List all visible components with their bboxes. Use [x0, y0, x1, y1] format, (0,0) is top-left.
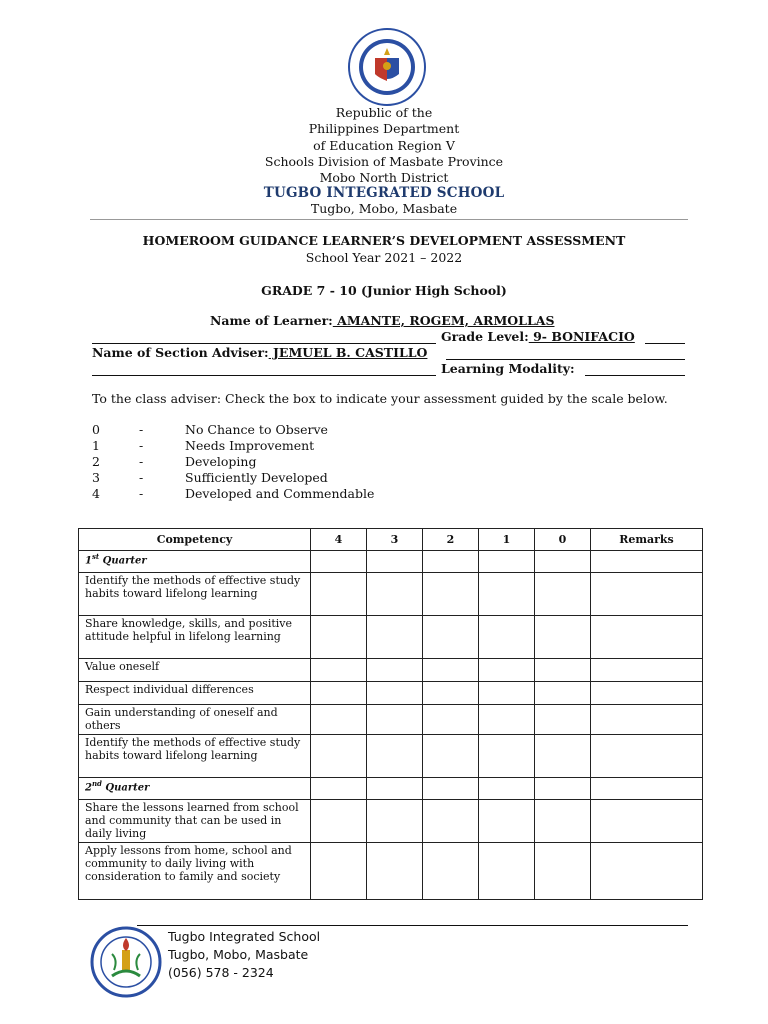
table-row [79, 682, 703, 705]
rating-checkbox-cell[interactable] [479, 573, 535, 616]
instructions-text: To the class adviser: Check the box to indicate your assessment guided by the scale below. [92, 391, 668, 406]
scale-dash: - [139, 454, 144, 469]
header-philippines-department: Philippines Department [308, 121, 460, 136]
col-header-remarks: Remarks [591, 529, 703, 551]
rating-checkbox-cell[interactable] [479, 616, 535, 659]
adviser-underline [446, 359, 685, 360]
competency-cell: Share the lessons learned from school and community that can be used in daily living [79, 800, 311, 843]
scale-num: 3 [92, 470, 100, 485]
rating-checkbox-cell[interactable] [535, 735, 591, 778]
scale-row [92, 454, 492, 470]
competency-cell: Gain understanding of oneself and others [79, 705, 311, 735]
rating-checkbox-cell[interactable] [535, 800, 591, 843]
rating-checkbox-cell[interactable] [423, 682, 479, 705]
rating-checkbox-cell[interactable] [311, 843, 367, 900]
scale-desc: Sufficiently Developed [185, 470, 328, 485]
grade-level-label: Grade Level: [441, 329, 529, 344]
header-republic: Republic of the [335, 105, 433, 120]
grade-level-underline [645, 343, 685, 344]
school-seal-logo [90, 926, 162, 998]
remarks-cell[interactable] [591, 682, 703, 705]
col-header-3: 3 [367, 529, 423, 551]
remarks-cell[interactable] [591, 778, 703, 800]
scale-desc: No Chance to Observe [185, 422, 328, 437]
rating-checkbox-cell[interactable] [423, 800, 479, 843]
rating-checkbox-cell[interactable] [311, 778, 367, 800]
section-adviser-label: Name of Section Adviser: [92, 345, 269, 360]
scale-desc: Developing [185, 454, 257, 469]
quarter-header-row [79, 778, 703, 800]
competency-table [78, 528, 703, 900]
rating-checkbox-cell[interactable] [423, 705, 479, 735]
scale-desc: Needs Improvement [185, 438, 315, 453]
school-year: School Year 2021 – 2022 [305, 250, 463, 265]
rating-checkbox-cell[interactable] [479, 659, 535, 682]
remarks-cell[interactable] [591, 659, 703, 682]
table-row [79, 573, 703, 616]
rating-checkbox-cell[interactable] [479, 778, 535, 800]
header-schools-division: Schools Division of Masbate Province [264, 154, 504, 169]
table-row [79, 705, 703, 735]
rating-checkbox-cell[interactable] [367, 659, 423, 682]
scale-dash: - [139, 422, 144, 437]
rating-checkbox-cell[interactable] [479, 551, 535, 573]
rating-checkbox-cell[interactable] [367, 778, 423, 800]
rating-checkbox-cell[interactable] [367, 682, 423, 705]
quarter-ordinal-suffix: st [91, 552, 100, 561]
rating-checkbox-cell[interactable] [535, 659, 591, 682]
rating-checkbox-cell[interactable] [479, 843, 535, 900]
competency-cell: Apply lessons from home, school and community to daily living with consideration to family and society [79, 843, 311, 900]
competency-cell: Identify the methods of effective study habits toward lifelong learning [79, 573, 311, 616]
rating-checkbox-cell[interactable] [423, 616, 479, 659]
col-header-0: 0 [535, 529, 591, 551]
header-education-region: of Education Region V [313, 138, 455, 153]
rating-checkbox-cell[interactable] [311, 705, 367, 735]
footer-address: Tugbo, Mobo, Masbate [168, 947, 309, 962]
scale-row [92, 422, 492, 438]
scale-dash: - [139, 470, 144, 485]
scale-row [92, 486, 492, 502]
rating-checkbox-cell[interactable] [535, 551, 591, 573]
rating-checkbox-cell[interactable] [367, 616, 423, 659]
competency-cell: Identify the methods of effective study habits toward lifelong learning [79, 735, 311, 778]
quarter-label [79, 778, 311, 800]
rating-checkbox-cell[interactable] [479, 682, 535, 705]
scale-num: 2 [92, 454, 100, 469]
remarks-cell[interactable] [591, 573, 703, 616]
rating-checkbox-cell[interactable] [311, 800, 367, 843]
rating-checkbox-cell[interactable] [535, 705, 591, 735]
rating-checkbox-cell[interactable] [423, 735, 479, 778]
rating-checkbox-cell[interactable] [367, 800, 423, 843]
rating-checkbox-cell[interactable] [367, 551, 423, 573]
rating-checkbox-cell[interactable] [423, 659, 479, 682]
quarter-number: 1 [85, 555, 92, 567]
table-row [79, 843, 703, 900]
grade-level-value: 9- BONIFACIO [528, 329, 635, 344]
table-row [79, 735, 703, 778]
rating-checkbox-cell[interactable] [311, 551, 367, 573]
quarter-header-row [79, 551, 703, 573]
section-adviser-value: JEMUEL B. CASTILLO [268, 345, 428, 360]
quarter-word: Quarter [101, 782, 150, 794]
rating-checkbox-cell[interactable] [367, 705, 423, 735]
footer-school-name: Tugbo Integrated School [168, 929, 321, 944]
table-row [79, 800, 703, 843]
footer-phone: (056) 578 - 2324 [168, 965, 274, 980]
header-school-name: TUGBO INTEGRATED SCHOOL [263, 185, 505, 201]
learner-name-label: Name of Learner: [210, 313, 333, 328]
learning-modality-blank [585, 375, 685, 376]
col-header-1: 1 [479, 529, 535, 551]
col-header-2: 2 [423, 529, 479, 551]
learning-modality-field [441, 361, 575, 376]
remarks-cell[interactable] [591, 735, 703, 778]
deped-seal-logo [348, 28, 426, 106]
scale-row [92, 470, 492, 486]
header-school-address: Tugbo, Mobo, Masbate [310, 201, 458, 216]
rating-checkbox-cell[interactable] [367, 735, 423, 778]
rating-checkbox-cell[interactable] [311, 735, 367, 778]
quarter-number: 2 [85, 782, 92, 794]
table-row [79, 616, 703, 659]
rating-checkbox-cell[interactable] [423, 573, 479, 616]
rating-checkbox-cell[interactable] [311, 616, 367, 659]
rating-checkbox-cell[interactable] [367, 843, 423, 900]
competency-cell: Share knowledge, skills, and positive attitude helpful in lifelong learning [79, 616, 311, 659]
section-adviser-field [92, 345, 427, 360]
footer-divider [137, 925, 688, 926]
rating-checkbox-cell[interactable] [479, 705, 535, 735]
quarter-word: Quarter [99, 555, 147, 567]
scale-num: 1 [92, 438, 100, 453]
competency-cell: Value oneself [79, 659, 311, 682]
rating-checkbox-cell[interactable] [479, 735, 535, 778]
competency-cell: Respect individual differences [79, 682, 311, 705]
document-title: HOMEROOM GUIDANCE LEARNER’S DEVELOPMENT ASSESSMENT [142, 233, 626, 248]
blank-underline [92, 375, 436, 376]
quarter-label [79, 551, 311, 573]
grade-range: GRADE 7 - 10 (Junior High School) [261, 283, 507, 298]
rating-checkbox-cell[interactable] [423, 843, 479, 900]
rating-checkbox-cell[interactable] [311, 682, 367, 705]
remarks-cell[interactable] [591, 800, 703, 843]
scale-dash: - [139, 486, 144, 501]
rating-checkbox-cell[interactable] [535, 616, 591, 659]
learner-name-value: AMANTE, ROGEM, ARMOLLAS [332, 313, 555, 328]
remarks-cell[interactable] [591, 843, 703, 900]
rating-checkbox-cell[interactable] [423, 778, 479, 800]
col-header-competency: Competency [79, 529, 311, 551]
learner-name-field [210, 313, 554, 328]
blank-underline [92, 343, 436, 344]
grade-level-field [441, 329, 635, 344]
rating-checkbox-cell[interactable] [311, 659, 367, 682]
rating-checkbox-cell[interactable] [535, 843, 591, 900]
table-row [79, 659, 703, 682]
rating-checkbox-cell[interactable] [535, 682, 591, 705]
table-header-row [79, 529, 703, 551]
rating-checkbox-cell[interactable] [535, 778, 591, 800]
scale-num: 4 [92, 486, 100, 501]
scale-num: 0 [92, 422, 100, 437]
rating-checkbox-cell[interactable] [423, 551, 479, 573]
col-header-4: 4 [311, 529, 367, 551]
rating-checkbox-cell[interactable] [535, 573, 591, 616]
rating-checkbox-cell[interactable] [311, 573, 367, 616]
remarks-cell[interactable] [591, 616, 703, 659]
scale-row [92, 438, 492, 454]
scale-dash: - [139, 438, 144, 453]
remarks-cell[interactable] [591, 551, 703, 573]
rating-checkbox-cell[interactable] [367, 573, 423, 616]
remarks-cell[interactable] [591, 705, 703, 735]
scale-desc: Developed and Commendable [185, 486, 375, 501]
learning-modality-label: Learning Modality: [441, 361, 575, 376]
rating-checkbox-cell[interactable] [479, 800, 535, 843]
header-district: Mobo North District [319, 170, 449, 185]
quarter-ordinal-suffix: nd [91, 779, 102, 788]
header-divider [90, 219, 688, 220]
